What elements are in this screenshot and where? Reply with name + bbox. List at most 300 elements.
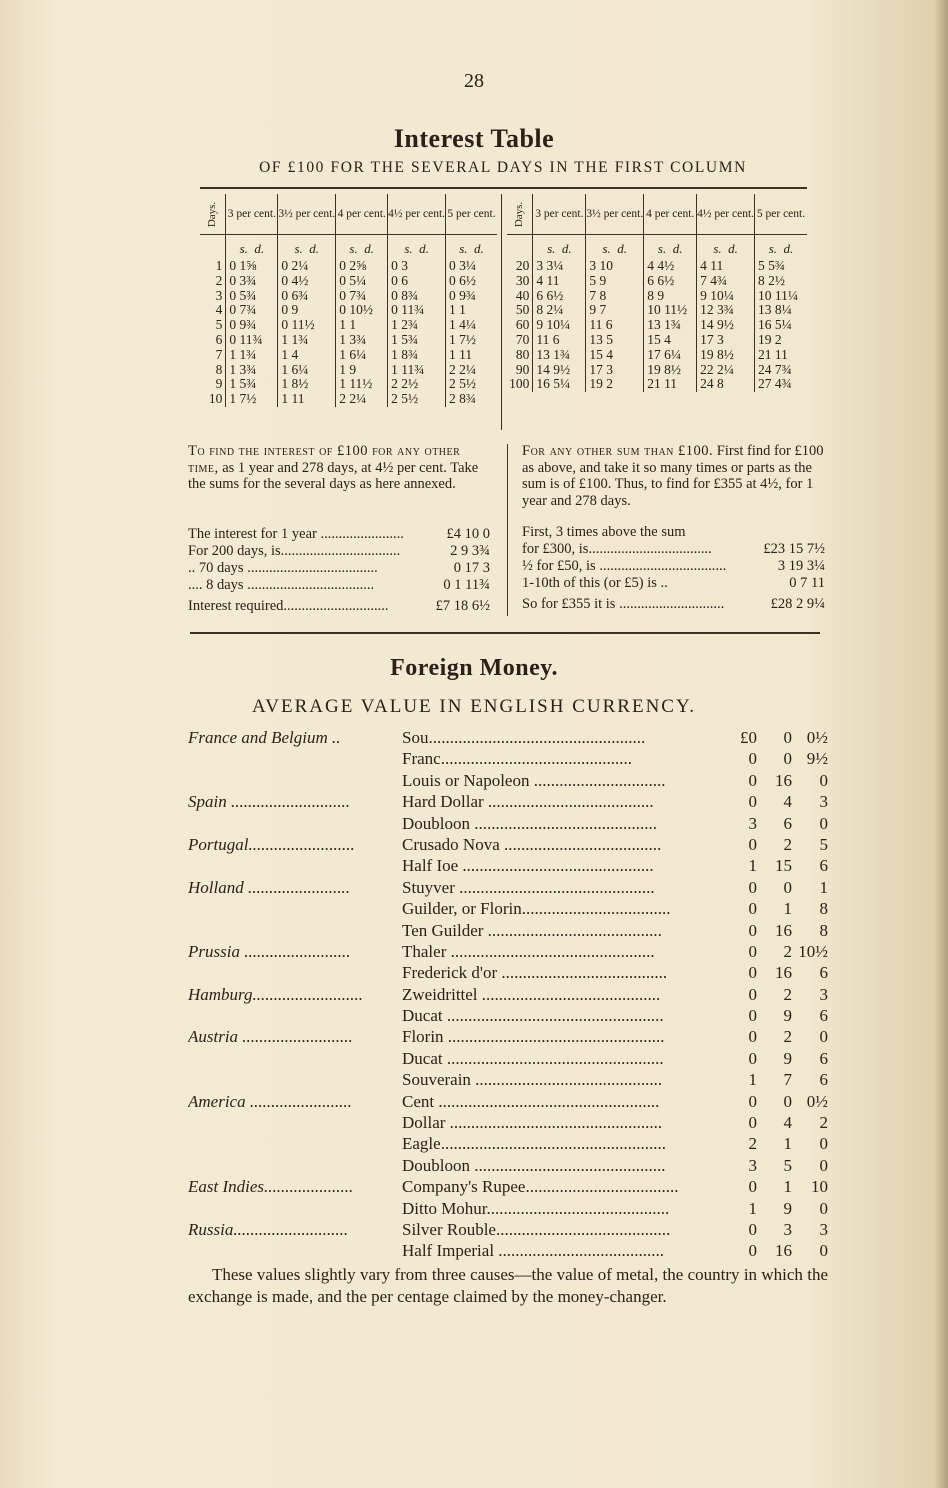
value-cell: 1 3¾ — [336, 333, 388, 348]
pence: 8 — [819, 920, 828, 940]
value-cell: 2 5½ — [388, 392, 446, 407]
value-cell: 0 9 — [278, 303, 336, 318]
value-cell: 21 11 — [644, 377, 697, 392]
day-cell: 1 — [215, 258, 223, 273]
coin: Sou................................................... — [402, 728, 646, 747]
value-cell: 1 6¼ — [278, 363, 336, 378]
money-row — [188, 1026, 828, 1047]
money-row — [188, 1091, 828, 1112]
value-cell: 4 11 — [697, 257, 755, 274]
value-cell: 17 6¼ — [644, 348, 697, 363]
value-cell: 0 2¼ — [278, 257, 336, 274]
pounds: £0 — [740, 728, 757, 747]
pounds: 0 — [748, 1006, 757, 1026]
money-row — [188, 1240, 828, 1261]
pence: 3 — [819, 984, 828, 1004]
coin: Zweidrittel .......................................... — [402, 984, 661, 1004]
unit-label: s. d. — [336, 235, 388, 258]
pence: 2 — [819, 1113, 828, 1133]
value-cell: 2 5½ — [446, 377, 497, 392]
calc-amount: £7 18 6½ — [435, 598, 490, 614]
calc-amount: £4 10 0 — [446, 526, 490, 542]
day-cell: 70 — [515, 331, 530, 347]
pence: 6 — [819, 1070, 828, 1090]
money-row — [188, 1133, 828, 1154]
calc-amount: £23 15 7½ — [763, 541, 825, 557]
value-cell: 0 10½ — [336, 303, 388, 318]
rate-header: 4½ per cent. — [697, 194, 755, 235]
example-right-text — [522, 443, 825, 509]
calc-label: .. 70 days .................................... — [188, 560, 378, 576]
value-cell: 1 9 — [336, 363, 388, 378]
shillings: 0 — [783, 877, 792, 897]
rate-header: 4½ per cent. — [388, 194, 446, 235]
shillings: 2 — [783, 834, 792, 854]
value-cell: 0 11¾ — [226, 333, 278, 348]
value-cell: 19 2 — [586, 377, 644, 392]
pounds: 0 — [748, 1048, 757, 1068]
calc-line — [522, 541, 825, 558]
unit-label: s. d. — [278, 235, 336, 258]
pence: 6 — [819, 1048, 828, 1068]
country — [188, 1133, 402, 1154]
value-cell: 22 2¼ — [697, 363, 755, 378]
pence: 0 — [819, 1155, 828, 1175]
money-row — [188, 1176, 828, 1197]
unit-label: s. d. — [697, 235, 755, 258]
coin: Stuyver .............................................. — [402, 877, 655, 897]
calc-line — [188, 560, 490, 577]
coin: Half Imperial ....................................... — [402, 1241, 665, 1261]
value-cell: 24 7¾ — [755, 363, 807, 378]
example-right-lead: For any other sum than £100. — [522, 443, 714, 459]
calc-line — [522, 558, 825, 575]
value-cell: 4 11 — [533, 274, 586, 289]
pounds: 3 — [748, 813, 757, 833]
pence: 0 — [819, 813, 828, 833]
table-row — [200, 303, 497, 318]
country: East Indies..................... — [188, 1177, 354, 1197]
value-cell: 0 3¼ — [446, 257, 497, 274]
value-cell: 19 8½ — [697, 348, 755, 363]
value-cell: 0 5¾ — [226, 289, 278, 304]
day-cell: 6 — [215, 331, 223, 347]
example-left-calc — [188, 526, 490, 615]
value-cell: 1 6¼ — [336, 348, 388, 363]
shillings: 16 — [775, 770, 792, 790]
money-row — [188, 813, 828, 834]
calc-label: ½ for £50, is ................................... — [522, 558, 727, 574]
country: Portugal......................... — [188, 834, 355, 854]
country — [188, 813, 402, 834]
rate-header: 3½ per cent. — [586, 194, 644, 235]
table-row — [507, 333, 807, 348]
calc-line — [188, 577, 490, 594]
rate-header: 3½ per cent. — [278, 194, 336, 235]
rate-header: 5 per cent. — [446, 194, 497, 235]
pence: 10½ — [798, 941, 828, 961]
calc-amount: 0 7 11 — [789, 575, 825, 591]
shillings: 1 — [783, 1177, 792, 1197]
value-cell: 7 8 — [586, 289, 644, 304]
value-cell: 10 11½ — [644, 303, 697, 318]
value-cell: 0 6½ — [446, 274, 497, 289]
example-left-text — [188, 443, 488, 493]
value-cell: 2 2¼ — [446, 363, 497, 378]
shillings: 1 — [783, 1134, 792, 1154]
country — [188, 920, 402, 941]
country — [188, 1155, 402, 1176]
day-cell: 90 — [515, 361, 530, 377]
coin: Thaler ................................................ — [402, 941, 655, 961]
pounds: 0 — [748, 963, 757, 983]
pounds: 3 — [748, 1155, 757, 1175]
value-cell: 10 11¼ — [755, 289, 807, 304]
value-cell: 1 5¾ — [226, 377, 278, 392]
coin: Company's Rupee.................................... — [402, 1177, 679, 1197]
rate-header: 5 per cent. — [755, 194, 807, 235]
shillings: 7 — [783, 1070, 792, 1090]
calc-amount: 0 1 11¾ — [443, 577, 490, 593]
value-cell: 9 10¼ — [697, 289, 755, 304]
table-row — [200, 392, 497, 407]
value-cell: 17 3 — [697, 333, 755, 348]
shillings: 2 — [783, 941, 792, 961]
value-cell: 0 11¾ — [388, 303, 446, 318]
money-row — [188, 1112, 828, 1133]
value-cell: 5 9 — [586, 274, 644, 289]
shillings: 16 — [775, 1241, 792, 1261]
value-cell: 3 3¼ — [533, 257, 586, 274]
value-cell: 2 2¼ — [336, 392, 388, 407]
unit-blank — [507, 235, 533, 258]
money-row — [188, 1198, 828, 1219]
calc-line — [188, 526, 490, 543]
calc-amount: 3 19 3¼ — [777, 558, 825, 574]
country: Russia........................... — [188, 1219, 349, 1239]
pounds: 0 — [748, 899, 757, 919]
rate-header: 4 per cent. — [336, 194, 388, 235]
value-cell: 15 4 — [586, 348, 644, 363]
day-cell: 8 — [215, 361, 223, 377]
day-cell: 80 — [515, 346, 530, 362]
foreign-money-note: These values slightly vary from three causes—the value of metal, the country in which the exchange is made, and the per centage claimed by the money-changer. — [188, 1265, 828, 1306]
value-cell: 9 7 — [586, 303, 644, 318]
coin: Florin ................................................... — [402, 1027, 665, 1047]
example-left-rest: as 1 year and 278 days, at 4½ per cent. Take the sums for the several days as here annexed. — [188, 459, 479, 493]
money-row — [188, 962, 828, 983]
day-cell: 5 — [215, 317, 223, 333]
shillings: 16 — [775, 920, 792, 940]
value-cell: 1 11 — [446, 348, 497, 363]
value-cell: 0 1⅝ — [226, 257, 278, 274]
value-cell: 0 4½ — [278, 274, 336, 289]
days-header: Days. — [507, 194, 533, 235]
shillings: 2 — [783, 984, 792, 1004]
calc-line — [522, 575, 825, 592]
pence: 0 — [819, 1027, 828, 1047]
pence: 3 — [819, 1219, 828, 1239]
value-cell: 6 6½ — [533, 289, 586, 304]
shillings: 6 — [783, 813, 792, 833]
table-row — [200, 348, 497, 363]
coin: Cent .................................................... — [402, 1091, 660, 1111]
example-divider-rule — [507, 444, 508, 616]
calc-label: for £300, is.................................. — [522, 541, 712, 557]
unit-label: s. d. — [388, 235, 446, 258]
interest-table-left — [200, 194, 497, 407]
value-cell: 1 11¾ — [388, 363, 446, 378]
country — [188, 898, 402, 919]
country — [188, 1198, 402, 1219]
pence: 5 — [819, 834, 828, 854]
unit-label: s. d. — [644, 235, 697, 258]
pounds: 2 — [748, 1134, 757, 1154]
value-cell: 1 4¼ — [446, 318, 497, 333]
pounds: 1 — [748, 856, 757, 876]
value-cell: 1 1¾ — [226, 348, 278, 363]
foreign-money-title: Foreign Money. — [390, 655, 558, 681]
pence: 6 — [819, 963, 828, 983]
shillings: 0 — [783, 728, 792, 747]
shillings: 9 — [783, 1006, 792, 1026]
section-rule — [190, 632, 820, 634]
country: Austria .......................... — [188, 1027, 353, 1047]
value-cell: 24 8 — [697, 377, 755, 392]
coin: Louis or Napoleon ............................... — [402, 770, 666, 790]
interest-table-right — [507, 194, 807, 392]
pence: 8 — [819, 899, 828, 919]
value-cell: 1 1 — [446, 303, 497, 318]
coin: Silver Rouble......................................... — [402, 1219, 671, 1239]
money-row — [188, 1155, 828, 1176]
value-cell: 1 1¾ — [278, 333, 336, 348]
pence: 1 — [819, 877, 828, 897]
value-cell: 19 8½ — [644, 363, 697, 378]
pence: 10 — [811, 1177, 828, 1197]
country — [188, 855, 402, 876]
day-cell: 40 — [515, 287, 530, 303]
calc-label: So for £355 it is ............................. — [522, 596, 725, 612]
rate-header: 3 per cent. — [226, 194, 278, 235]
value-cell: 0 3¾ — [226, 274, 278, 289]
value-cell: 0 6¾ — [278, 289, 336, 304]
value-cell: 8 2½ — [755, 274, 807, 289]
unit-label: s. d. — [755, 235, 807, 258]
table-top-rule — [200, 187, 807, 189]
calc-amount: 0 17 3 — [453, 560, 490, 576]
value-cell: 13 8¼ — [755, 303, 807, 318]
coin: Doubloon ........................................... — [402, 813, 657, 833]
pence: 0½ — [806, 1091, 828, 1111]
table-row — [200, 289, 497, 304]
money-row — [188, 748, 828, 769]
pence: 3 — [819, 792, 828, 812]
pence: 0 — [819, 1198, 828, 1218]
table-row — [200, 333, 497, 348]
day-cell: 10 — [208, 391, 223, 407]
country: Prussia ......................... — [188, 941, 351, 961]
coin: Ten Guilder ......................................... — [402, 920, 662, 940]
example-right-calc — [522, 541, 825, 613]
value-cell: 8 2¼ — [533, 303, 586, 318]
example-right-intro: First, 3 times above the sum — [522, 524, 686, 540]
country: Spain ............................ — [188, 792, 350, 812]
calc-label: The interest for 1 year ....................... — [188, 526, 404, 542]
value-cell: 11 6 — [533, 333, 586, 348]
calc-label: 1-10th of this (or £5) is .. — [522, 575, 668, 591]
value-cell: 1 5¾ — [388, 333, 446, 348]
table-row — [200, 274, 497, 289]
unit-label: s. d. — [446, 235, 497, 258]
value-cell: 4 4½ — [644, 257, 697, 274]
pence: 0 — [819, 1134, 828, 1154]
unit-label: s. d. — [586, 235, 644, 258]
day-cell: 4 — [215, 302, 223, 318]
day-cell: 7 — [215, 346, 223, 362]
country — [188, 1069, 402, 1090]
money-row — [188, 1005, 828, 1026]
pounds: 0 — [748, 792, 757, 812]
shillings: 1 — [783, 899, 792, 919]
value-cell: 1 11½ — [336, 377, 388, 392]
value-cell: 0 5¼ — [336, 274, 388, 289]
foreign-money-list — [188, 727, 828, 1262]
value-cell: 13 1¾ — [533, 348, 586, 363]
foreign-money-subtitle: AVERAGE VALUE IN ENGLISH CURRENCY. — [252, 696, 696, 717]
day-cell: 30 — [515, 272, 530, 288]
value-cell: 27 4¾ — [755, 377, 807, 392]
page-number: 28 — [464, 70, 484, 92]
pence: 6 — [819, 856, 828, 876]
shillings: 0 — [783, 749, 792, 769]
value-cell: 5 5¾ — [755, 257, 807, 274]
coin: Guilder, or Florin................................... — [402, 899, 671, 919]
country: France and Belgium .. — [188, 728, 341, 747]
shillings: 4 — [783, 792, 792, 812]
pounds: 0 — [748, 1241, 757, 1261]
money-row — [188, 898, 828, 919]
coin: Dollar .................................................. — [402, 1113, 663, 1133]
value-cell: 2 2½ — [388, 377, 446, 392]
day-cell: 100 — [509, 376, 530, 392]
country: Holland ........................ — [188, 877, 350, 897]
value-cell: 0 9¾ — [446, 289, 497, 304]
pounds: 0 — [748, 920, 757, 940]
pence: 0½ — [806, 728, 828, 747]
value-cell: 12 3¾ — [697, 303, 755, 318]
pence: 6 — [819, 1006, 828, 1026]
pounds: 0 — [748, 1027, 757, 1047]
pounds: 0 — [748, 770, 757, 790]
country — [188, 1112, 402, 1133]
calc-label: .... 8 days ................................... — [188, 577, 375, 593]
value-cell: 13 5 — [586, 333, 644, 348]
coin: Crusado Nova ..................................... — [402, 834, 662, 854]
rate-header: 4 per cent. — [644, 194, 697, 235]
money-row — [188, 877, 828, 898]
value-cell: 6 6½ — [644, 274, 697, 289]
table-row — [200, 257, 497, 274]
rate-header: 3 per cent. — [533, 194, 586, 235]
table-row — [507, 363, 807, 378]
country — [188, 770, 402, 791]
money-row — [188, 855, 828, 876]
value-cell: 0 11½ — [278, 318, 336, 333]
value-cell: 1 3¾ — [226, 363, 278, 378]
value-cell: 16 5¼ — [755, 318, 807, 333]
value-cell: 17 3 — [586, 363, 644, 378]
example-left-lead: To find the interest of £100 for any other time, — [188, 443, 461, 476]
day-cell: 9 — [215, 376, 223, 392]
day-cell: 60 — [515, 317, 530, 333]
table-row — [507, 303, 807, 318]
value-cell: 15 4 — [644, 333, 697, 348]
pounds: 1 — [748, 1070, 757, 1090]
calc-line — [522, 596, 825, 613]
country — [188, 748, 402, 769]
unit-label: s. d. — [226, 235, 278, 258]
value-cell: 16 5¼ — [533, 377, 586, 392]
pence: 0 — [819, 770, 828, 790]
pounds: 1 — [748, 1198, 757, 1218]
shillings: 16 — [775, 963, 792, 983]
value-cell: 13 1¾ — [644, 318, 697, 333]
money-row — [188, 1219, 828, 1240]
table-row — [507, 257, 807, 274]
value-cell: 14 9½ — [697, 318, 755, 333]
value-cell: 1 2¾ — [388, 318, 446, 333]
value-cell: 1 7½ — [226, 392, 278, 407]
calc-line — [188, 543, 490, 560]
day-cell: 50 — [515, 302, 530, 318]
table-divider-rule — [501, 194, 502, 430]
unit-blank — [200, 235, 226, 258]
table-row — [507, 289, 807, 304]
country: Hamburg.......................... — [188, 984, 364, 1004]
value-cell: 1 8¾ — [388, 348, 446, 363]
value-cell: 9 10¼ — [533, 318, 586, 333]
pounds: 0 — [748, 941, 757, 961]
money-row — [188, 834, 828, 855]
value-cell: 3 10 — [586, 257, 644, 274]
shillings: 0 — [783, 1091, 792, 1111]
pounds: 0 — [748, 1177, 757, 1197]
value-cell: 11 6 — [586, 318, 644, 333]
coin: Frederick d'or ....................................... — [402, 963, 668, 983]
value-cell: 0 9¾ — [226, 318, 278, 333]
pounds: 0 — [748, 749, 757, 769]
country: America ........................ — [188, 1091, 352, 1111]
pounds: 0 — [748, 834, 757, 854]
value-cell: 19 2 — [755, 333, 807, 348]
country — [188, 1240, 402, 1261]
value-cell: 0 7¾ — [336, 289, 388, 304]
value-cell: 0 2⅝ — [336, 257, 388, 274]
value-cell: 8 9 — [644, 289, 697, 304]
table-row — [507, 348, 807, 363]
value-cell: 0 6 — [388, 274, 446, 289]
value-cell: 0 8¾ — [388, 289, 446, 304]
calc-amount: 2 9 3¾ — [450, 543, 490, 559]
value-cell: 21 11 — [755, 348, 807, 363]
table-row — [200, 377, 497, 392]
money-row — [188, 727, 828, 748]
money-row — [188, 920, 828, 941]
value-cell: 0 7¾ — [226, 303, 278, 318]
coin: Eagle..................................................... — [402, 1134, 666, 1154]
table-row — [507, 274, 807, 289]
